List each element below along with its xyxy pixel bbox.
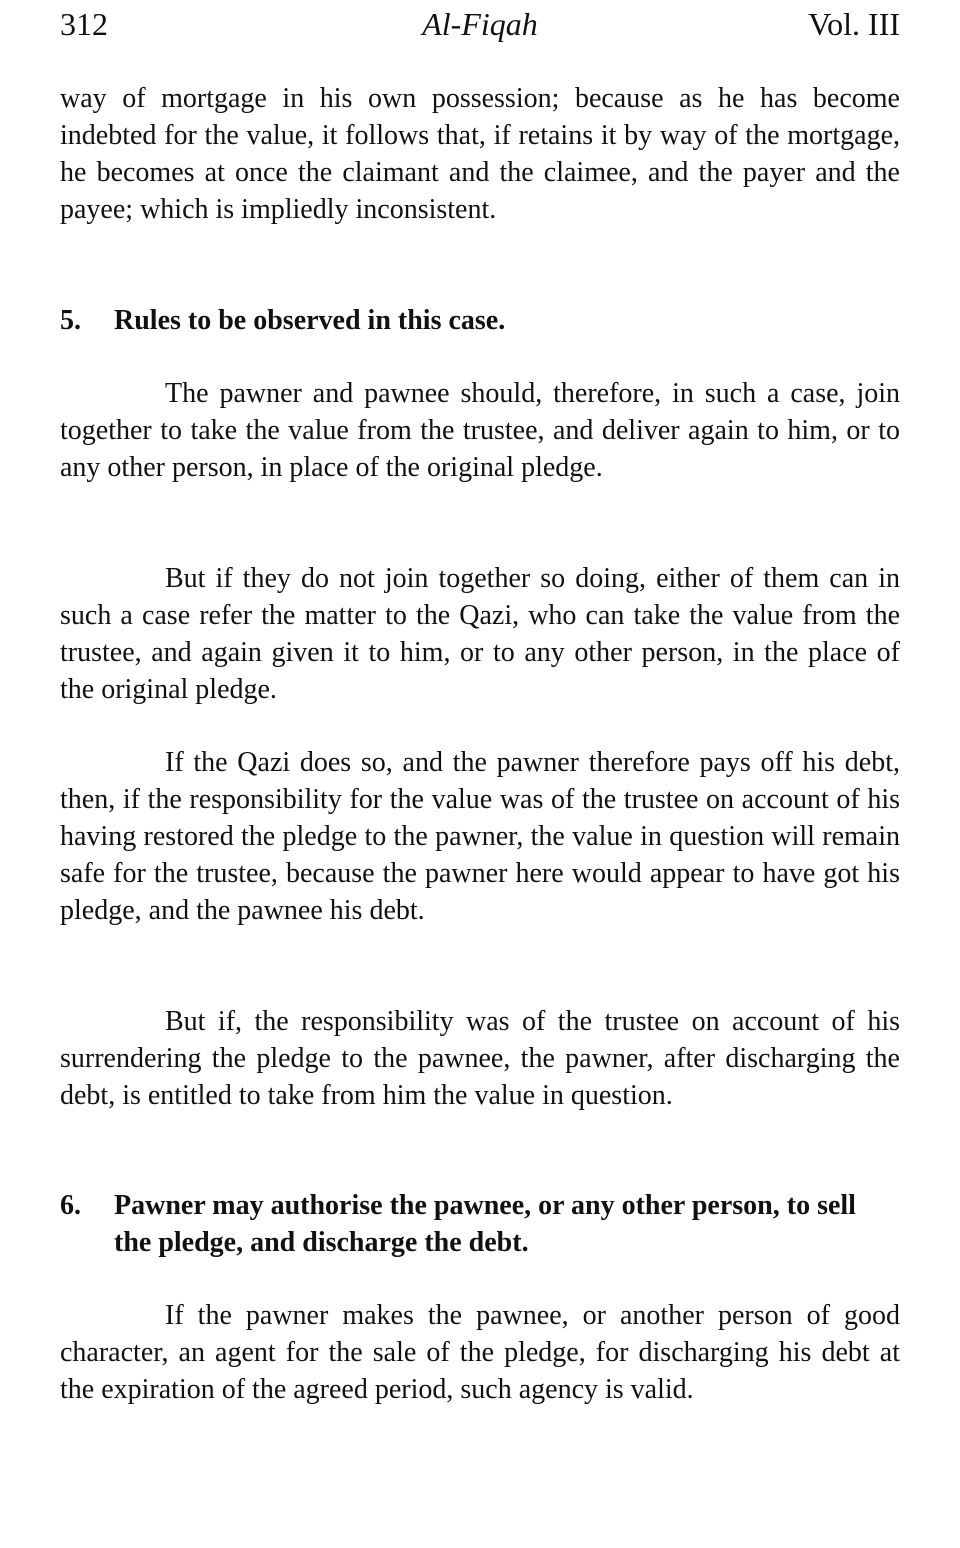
- section-heading-5: [60, 302, 900, 339]
- section-number: 6.: [60, 1190, 81, 1221]
- paragraph-continued: way of mortgage in his own possession; because as he has become indebted for the value, it follows that, if retains it by way of the mortgage, he becomes at once the claimant and the claimee, and the payer and the payee; which is impliedly inconsistent.: [60, 83, 900, 225]
- book-page: [60, 0, 900, 1405]
- page-number: 312: [60, 6, 108, 42]
- paragraph: But if they do not join together so doing, either of them can in such a case refer the matter to the Qazi, who can take the value from the trustee, and again given it to him, or to any other person, in the place of the original pledge.: [60, 563, 900, 705]
- section-title: Pawner may authorise the pawnee, or any other person, to sell the pledge, and discharge the debt.: [114, 1190, 856, 1258]
- running-title: Al-Fiqah: [422, 6, 538, 42]
- volume-label: Vol. III: [808, 6, 900, 42]
- paragraph: But if, the responsibility was of the trustee on account of his surrendering the pledge to the pawnee, the pawner, after discharging the debt, is entitled to take from him the value in question.: [60, 1006, 900, 1111]
- paragraph: If the Qazi does so, and the pawner therefore pays off his debt, then, if the responsibility for the value was of the trustee on account of his having restored the pledge to the pawner, the value in question will remain safe for the trustee, because the pawner here would appear to have got his pledge, and the pawnee his debt.: [60, 747, 900, 926]
- paragraph: The pawner and pawnee should, therefore, in such a case, join together to take the value from the trustee, and deliver again to him, or to any other person, in place of the original pledge.: [60, 378, 900, 483]
- paragraph: If the pawner makes the pawnee, or another person of good character, an agent for the sale of the pledge, for discharging his debt at the expiration of the agreed period, such agency is valid.: [60, 1300, 900, 1405]
- page-header: [60, 0, 900, 54]
- section-title: Rules to be observed in this case.: [114, 305, 506, 336]
- section-number: 5.: [60, 305, 81, 336]
- section-heading-6: [60, 1187, 900, 1261]
